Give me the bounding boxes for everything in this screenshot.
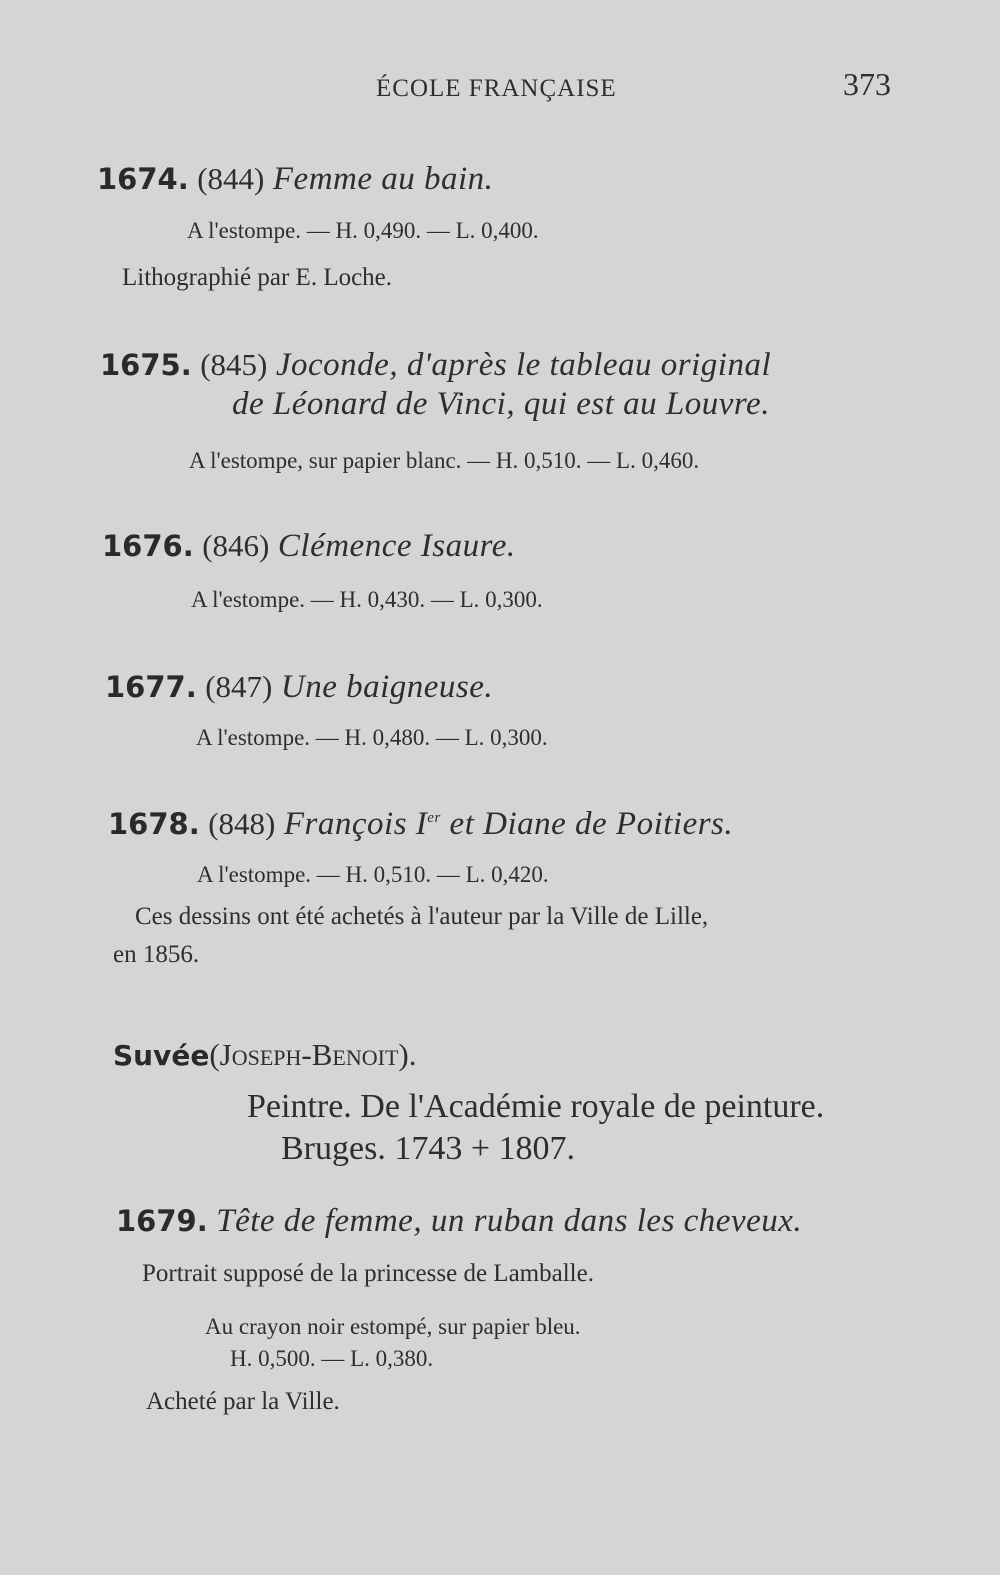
entry-1678-note: Ces dessins ont été achetés à l'auteur par la Ville de Lille, <box>135 903 709 930</box>
entry-1676-heading <box>102 527 516 565</box>
entry-ref: (847) <box>205 669 273 704</box>
entry-1679-subtitle: Portrait supposé de la princesse de Lamballe. <box>142 1260 594 1287</box>
entry-1679-dimensions: H. 0,500. — L. 0,380. <box>230 1346 434 1371</box>
entry-ref: (848) <box>208 806 276 841</box>
entry-1674-medium: A l'estompe. — H. 0,490. — L. 0,400. <box>187 218 539 243</box>
entry-1675-heading <box>100 346 771 384</box>
entry-number: 1678. <box>108 807 200 841</box>
entry-1677-medium: A l'estompe. — H. 0,480. — L. 0,300. <box>196 725 548 750</box>
artist-surname: Suvée <box>113 1039 210 1072</box>
entry-ref: (845) <box>200 347 268 382</box>
entry-title: Joconde, d'après le tableau original <box>275 347 772 383</box>
entry-1674-note: Lithographié par E. Loche. <box>122 264 393 291</box>
entry-number: 1679. <box>116 1204 208 1238</box>
entry-title: Femme au bain. <box>272 161 494 197</box>
entry-ref: (844) <box>197 161 265 196</box>
page-number: 373 <box>843 66 891 102</box>
running-header: ÉCOLE FRANÇAISE <box>376 75 617 102</box>
entry-number: 1677. <box>105 670 197 704</box>
artist-first-name: (Joseph-Benoit). <box>209 1037 417 1072</box>
entry-title: Clémence Isaure. <box>277 528 516 564</box>
entry-1675-title-cont: de Léonard de Vinci, qui est au Louvre. <box>232 386 770 422</box>
artist-dates: Bruges. 1743 + 1807. <box>281 1130 575 1167</box>
artist-bio: Peintre. De l'Académie royale de peinture. <box>247 1088 825 1125</box>
entry-1677-heading <box>105 668 493 706</box>
entry-title: Tête de femme, un ruban dans les cheveux. <box>216 1203 803 1239</box>
entry-1678-medium: A l'estompe. — H. 0,510. — L. 0,420. <box>197 862 549 887</box>
entry-number: 1674. <box>97 162 189 196</box>
entry-1679-medium: Au crayon noir estompé, sur papier bleu. <box>205 1314 581 1339</box>
entry-1678-note-cont: en 1856. <box>113 941 200 968</box>
entry-ref: (846) <box>202 528 270 563</box>
entry-number: 1676. <box>102 529 194 563</box>
artist-heading <box>113 1037 416 1073</box>
entry-1679-heading <box>116 1202 802 1240</box>
entry-1679-note: Acheté par la Ville. <box>146 1388 340 1415</box>
entry-title: Une baigneuse. <box>280 669 494 705</box>
entry-1674-heading <box>97 160 493 198</box>
entry-1676-medium: A l'estompe. — H. 0,430. — L. 0,300. <box>191 587 543 612</box>
entry-number: 1675. <box>100 348 192 382</box>
entry-1675-medium: A l'estompe, sur papier blanc. — H. 0,510. — L. 0,460. <box>189 448 700 473</box>
entry-title: François Ier et Diane de Poitiers. <box>283 806 734 842</box>
entry-1678-heading <box>108 805 733 843</box>
